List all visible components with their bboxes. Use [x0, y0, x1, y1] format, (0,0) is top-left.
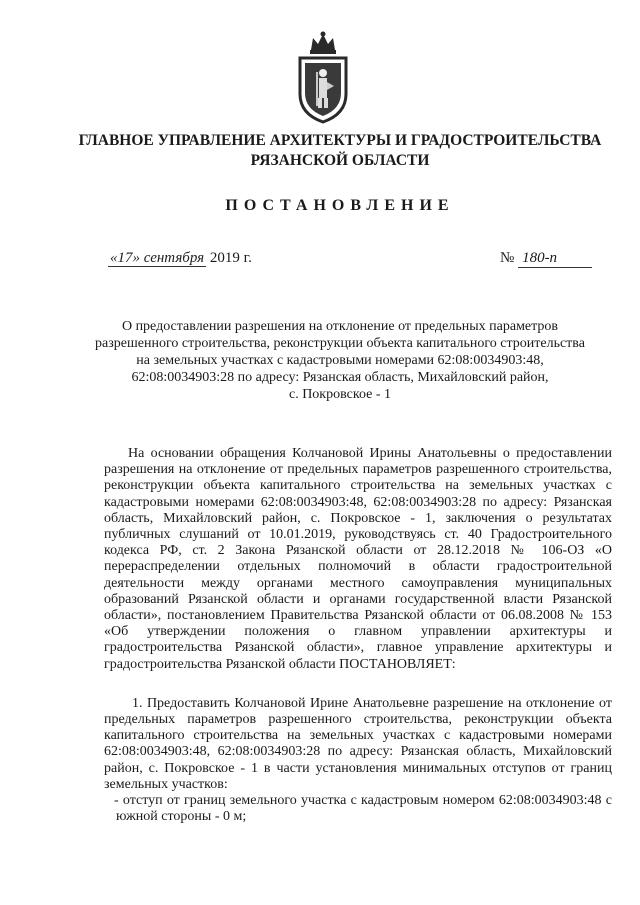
item-1-paragraph: 1. Предоставить Колчановой Ирине Анатольевне разрешение на отклонение от предельных параметров разрешенного строительства, реконструкции объекта капитального строительства на земельных участках с кадастровыми номерами 62:08:0034903:48, 62:08:0034903:28 по адресу: Рязанская область, Михайловский район, с. Покровское - 1 в части установления минимальных отступов от границ земельных участков: [104, 695, 612, 792]
preamble-paragraph: На основании обращения Колчановой Ирины Анатольевны о предоставлении разрешения на отклонение от предельных параметров разрешенного строительства, реконструкции объекта капитального строительства на земельных участках с кадастровыми номерами 62:08:0034903:48, 62:08:0034903:28 по адресу: Рязанская область, Михайловский район, с. Покровское - 1, заключения о результатах публичных слушаний от 10.01.2019, руководствуясь ст. 40 Градостроительного кодекса РФ, ст. 2 Закона Рязанской области от 28.12.2018 № 106-ОЗ «О перераспределении отдельных полномочий в области градостроительной деятельности между органами местного самоуправления муниципальных образований Рязанской области и органами государственной власти Рязанской области», постановлением Правительства Рязанской области от 06.08.2008 № 153 «Об утверждении положения о главном управлении архитектуры и градостроительства Рязанской области», главное управление архитектуры и градостроительства Рязанской области ПОСТАНОВЛЯЕТ: [104, 446, 612, 672]
subject-line: с. Покровское - 1 [288, 387, 391, 402]
number-label: № [500, 250, 515, 266]
org-line-2: РЯЗАНСКОЙ ОБЛАСТИ [250, 152, 430, 169]
document-type: ПОСТАНОВЛЕНИЕ [225, 197, 455, 214]
issuing-authority [60, 131, 620, 171]
date-handwritten: «17» сентября [110, 250, 205, 266]
org-line-1: ГЛАВНОЕ УПРАВЛЕНИЕ АРХИТЕКТУРЫ И ГРАДОСТРОИТЕЛЬСТВА [78, 132, 602, 149]
document-number [500, 250, 592, 268]
ryazan-coat-of-arms-icon [294, 28, 352, 124]
number-handwritten: 180-п [518, 250, 592, 268]
subject-line: на земельных участках с кадастровыми номерами 62:08:0034903:48, [136, 353, 544, 368]
document-subject [76, 318, 604, 403]
date-year: 2019 г. [209, 250, 252, 266]
subject-line: разрешенного строительства, реконструкции объекта капитального строительства [95, 336, 585, 351]
document-body [104, 446, 612, 825]
item-1-dash-1: - отступ от границ земельного участка с кадастровым номером 62:08:0034903:48 с южной стороны - 0 м; [114, 793, 612, 825]
subject-line: 62:08:0034903:28 по адресу: Рязанская область, Михайловский район, [131, 370, 549, 385]
subject-line: О предоставлении разрешения на отклонение от предельных параметров [121, 319, 559, 334]
document-date [108, 250, 252, 267]
